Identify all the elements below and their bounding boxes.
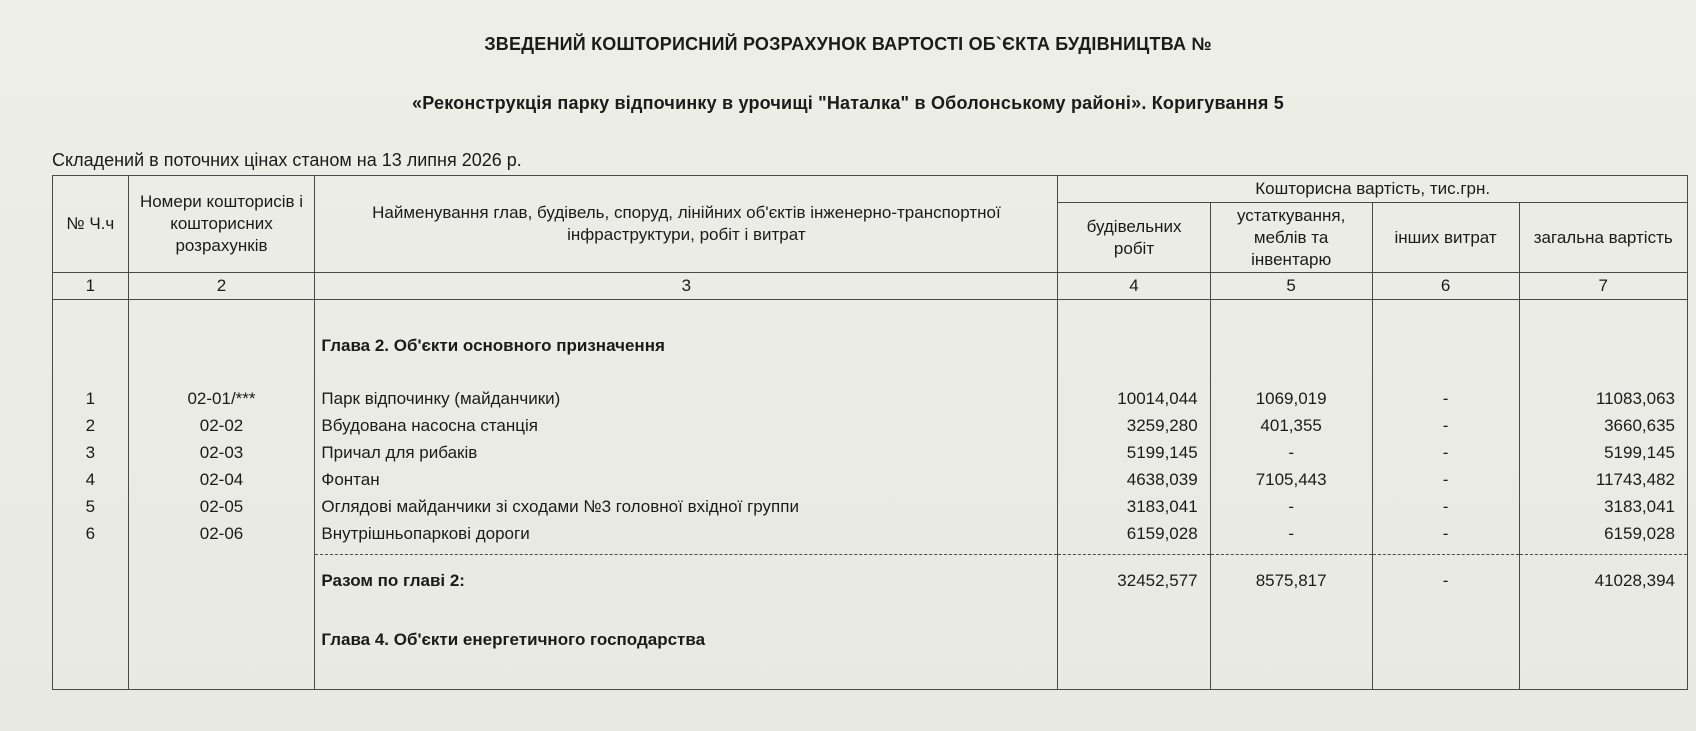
row-5-equipment: -: [1288, 497, 1294, 516]
header-row-top: [53, 176, 1688, 203]
row-5-no: 5: [85, 497, 96, 516]
estimate-table: [52, 175, 1688, 690]
total-separator: [315, 554, 1057, 555]
row-3-other: -: [1442, 443, 1449, 462]
col-number-1: 1: [53, 273, 129, 300]
col-header-construction: [1058, 203, 1210, 273]
prices-note: Складений в поточних цінах станом на 13 липня 2026 р.: [52, 150, 522, 170]
col-header-equipment-text: устаткування, меблів та інвентарю: [1236, 205, 1346, 269]
body-col-name: [315, 300, 1058, 690]
body-col-total: [1519, 300, 1688, 690]
chapter-2-total-construction: 32452,577: [1117, 571, 1198, 590]
col-header-cost-group: [1058, 176, 1688, 203]
total-separator: [1058, 554, 1209, 555]
row-2-name: Вбудована насосна станція: [321, 416, 538, 435]
body-col-no: [53, 300, 129, 690]
table-body-row: [53, 300, 1688, 690]
row-5-total: 3183,041: [1604, 497, 1675, 516]
total-separator: [1520, 554, 1688, 555]
row-5-code: 02-05: [199, 497, 244, 516]
row-3-no: 3: [85, 443, 96, 462]
row-1-name: Парк відпочинку (майданчики): [321, 389, 561, 408]
col-header-other-text: інших витрат: [1394, 227, 1497, 247]
row-4-construction: 4638,039: [1126, 470, 1198, 489]
row-2-total: 3660,635: [1604, 416, 1675, 435]
row-6-construction: 6159,028: [1126, 524, 1198, 543]
row-2-construction: 3259,280: [1126, 416, 1198, 435]
col-header-no: [53, 176, 129, 273]
col-header-equipment: [1210, 203, 1372, 273]
col-header-cost-group-text: Кошторисна вартість, тис.грн.: [1255, 179, 1491, 199]
row-1-total: 11083,063: [1595, 389, 1675, 408]
col-header-estimate-numbers-text: Номери кошторисів і кошторисних розрахунків: [139, 192, 304, 255]
col-header-total-text: загальна вартість: [1533, 227, 1673, 247]
row-6-no: 6: [85, 524, 96, 543]
col-number-2: 2: [128, 273, 315, 300]
chapter-2-title: Глава 2. Об'єкти основного призначення: [321, 336, 665, 355]
row-2-no: 2: [85, 416, 96, 435]
document-subtitle: «Реконструкція парку відпочинку в урочищі "Наталка" в Оболонському районі». Коригування 5: [412, 93, 1284, 113]
chapter-2-total-equipment: 8575,817: [1255, 571, 1327, 590]
row-2-equipment: 401,355: [1260, 416, 1322, 435]
row-3-equipment: -: [1288, 443, 1294, 462]
col-header-name: [315, 176, 1058, 273]
row-3-name: Причал для рибаків: [321, 443, 478, 462]
row-1-other: -: [1442, 389, 1449, 408]
row-6-code: 02-06: [199, 524, 244, 543]
total-separator: [1373, 554, 1519, 555]
row-4-equipment: 7105,443: [1255, 470, 1327, 489]
body-col-other: [1372, 300, 1519, 690]
row-1-code: 02-01/***: [187, 389, 256, 408]
col-header-estimate-numbers: [128, 176, 315, 273]
row-4-code: 02-04: [199, 470, 244, 489]
col-number-5: 5: [1210, 273, 1372, 300]
col-number-6: 6: [1372, 273, 1519, 300]
col-header-no-text: № Ч.ч: [66, 214, 115, 233]
col-header-name-text: Найменування глав, будівель, споруд, лінійних об'єктів інженерно-транспортної інфраструктури, робіт і витрат: [372, 203, 1001, 244]
col-header-construction-text: будівельних робіт: [1086, 216, 1182, 258]
row-6-equipment: -: [1288, 524, 1294, 543]
row-4-name: Фонтан: [321, 470, 380, 489]
row-6-other: -: [1442, 524, 1449, 543]
col-header-total: [1519, 203, 1688, 273]
document-title: ЗВЕДЕНИЙ КОШТОРИСНИЙ РОЗРАХУНОК ВАРТОСТІ ОБ`ЄКТА БУДІВНИЦТВА №: [484, 34, 1212, 54]
body-col-construction: [1058, 300, 1210, 690]
col-number-4: 4: [1058, 273, 1210, 300]
row-2-other: -: [1442, 416, 1449, 435]
row-6-total: 6159,028: [1604, 524, 1675, 543]
row-5-construction: 3183,041: [1126, 497, 1198, 516]
row-1-no: 1: [85, 389, 96, 408]
row-2-code: 02-02: [199, 416, 244, 435]
chapter-2-total-other: -: [1442, 571, 1449, 590]
row-5-name: Оглядові майданчики зі сходами №3 головної вхідної группи: [321, 497, 799, 516]
row-4-no: 4: [85, 470, 96, 489]
row-1-equipment: 1069,019: [1255, 389, 1327, 408]
col-number-3: 3: [315, 273, 1058, 300]
row-4-other: -: [1442, 470, 1449, 489]
body-col-equipment: [1210, 300, 1372, 690]
row-6-name: Внутрішньопаркові дороги: [321, 524, 530, 543]
row-1-construction: 10014,044: [1117, 389, 1198, 408]
row-5-other: -: [1442, 497, 1449, 516]
row-3-code: 02-03: [199, 443, 244, 462]
chapter-2-total-label: Разом по главі 2:: [321, 571, 465, 590]
row-3-construction: 5199,145: [1126, 443, 1198, 462]
chapter-4-title: Глава 4. Об'єкти енергетичного господарства: [321, 630, 706, 649]
chapter-2-total-total: 41028,394: [1594, 571, 1675, 590]
body-col-code: [128, 300, 315, 690]
total-separator: [1211, 554, 1372, 555]
row-3-total: 5199,145: [1604, 443, 1675, 462]
row-4-total: 11743,482: [1595, 470, 1675, 489]
col-number-7: 7: [1519, 273, 1688, 300]
column-number-row: [53, 273, 1688, 300]
col-header-other: [1372, 203, 1519, 273]
